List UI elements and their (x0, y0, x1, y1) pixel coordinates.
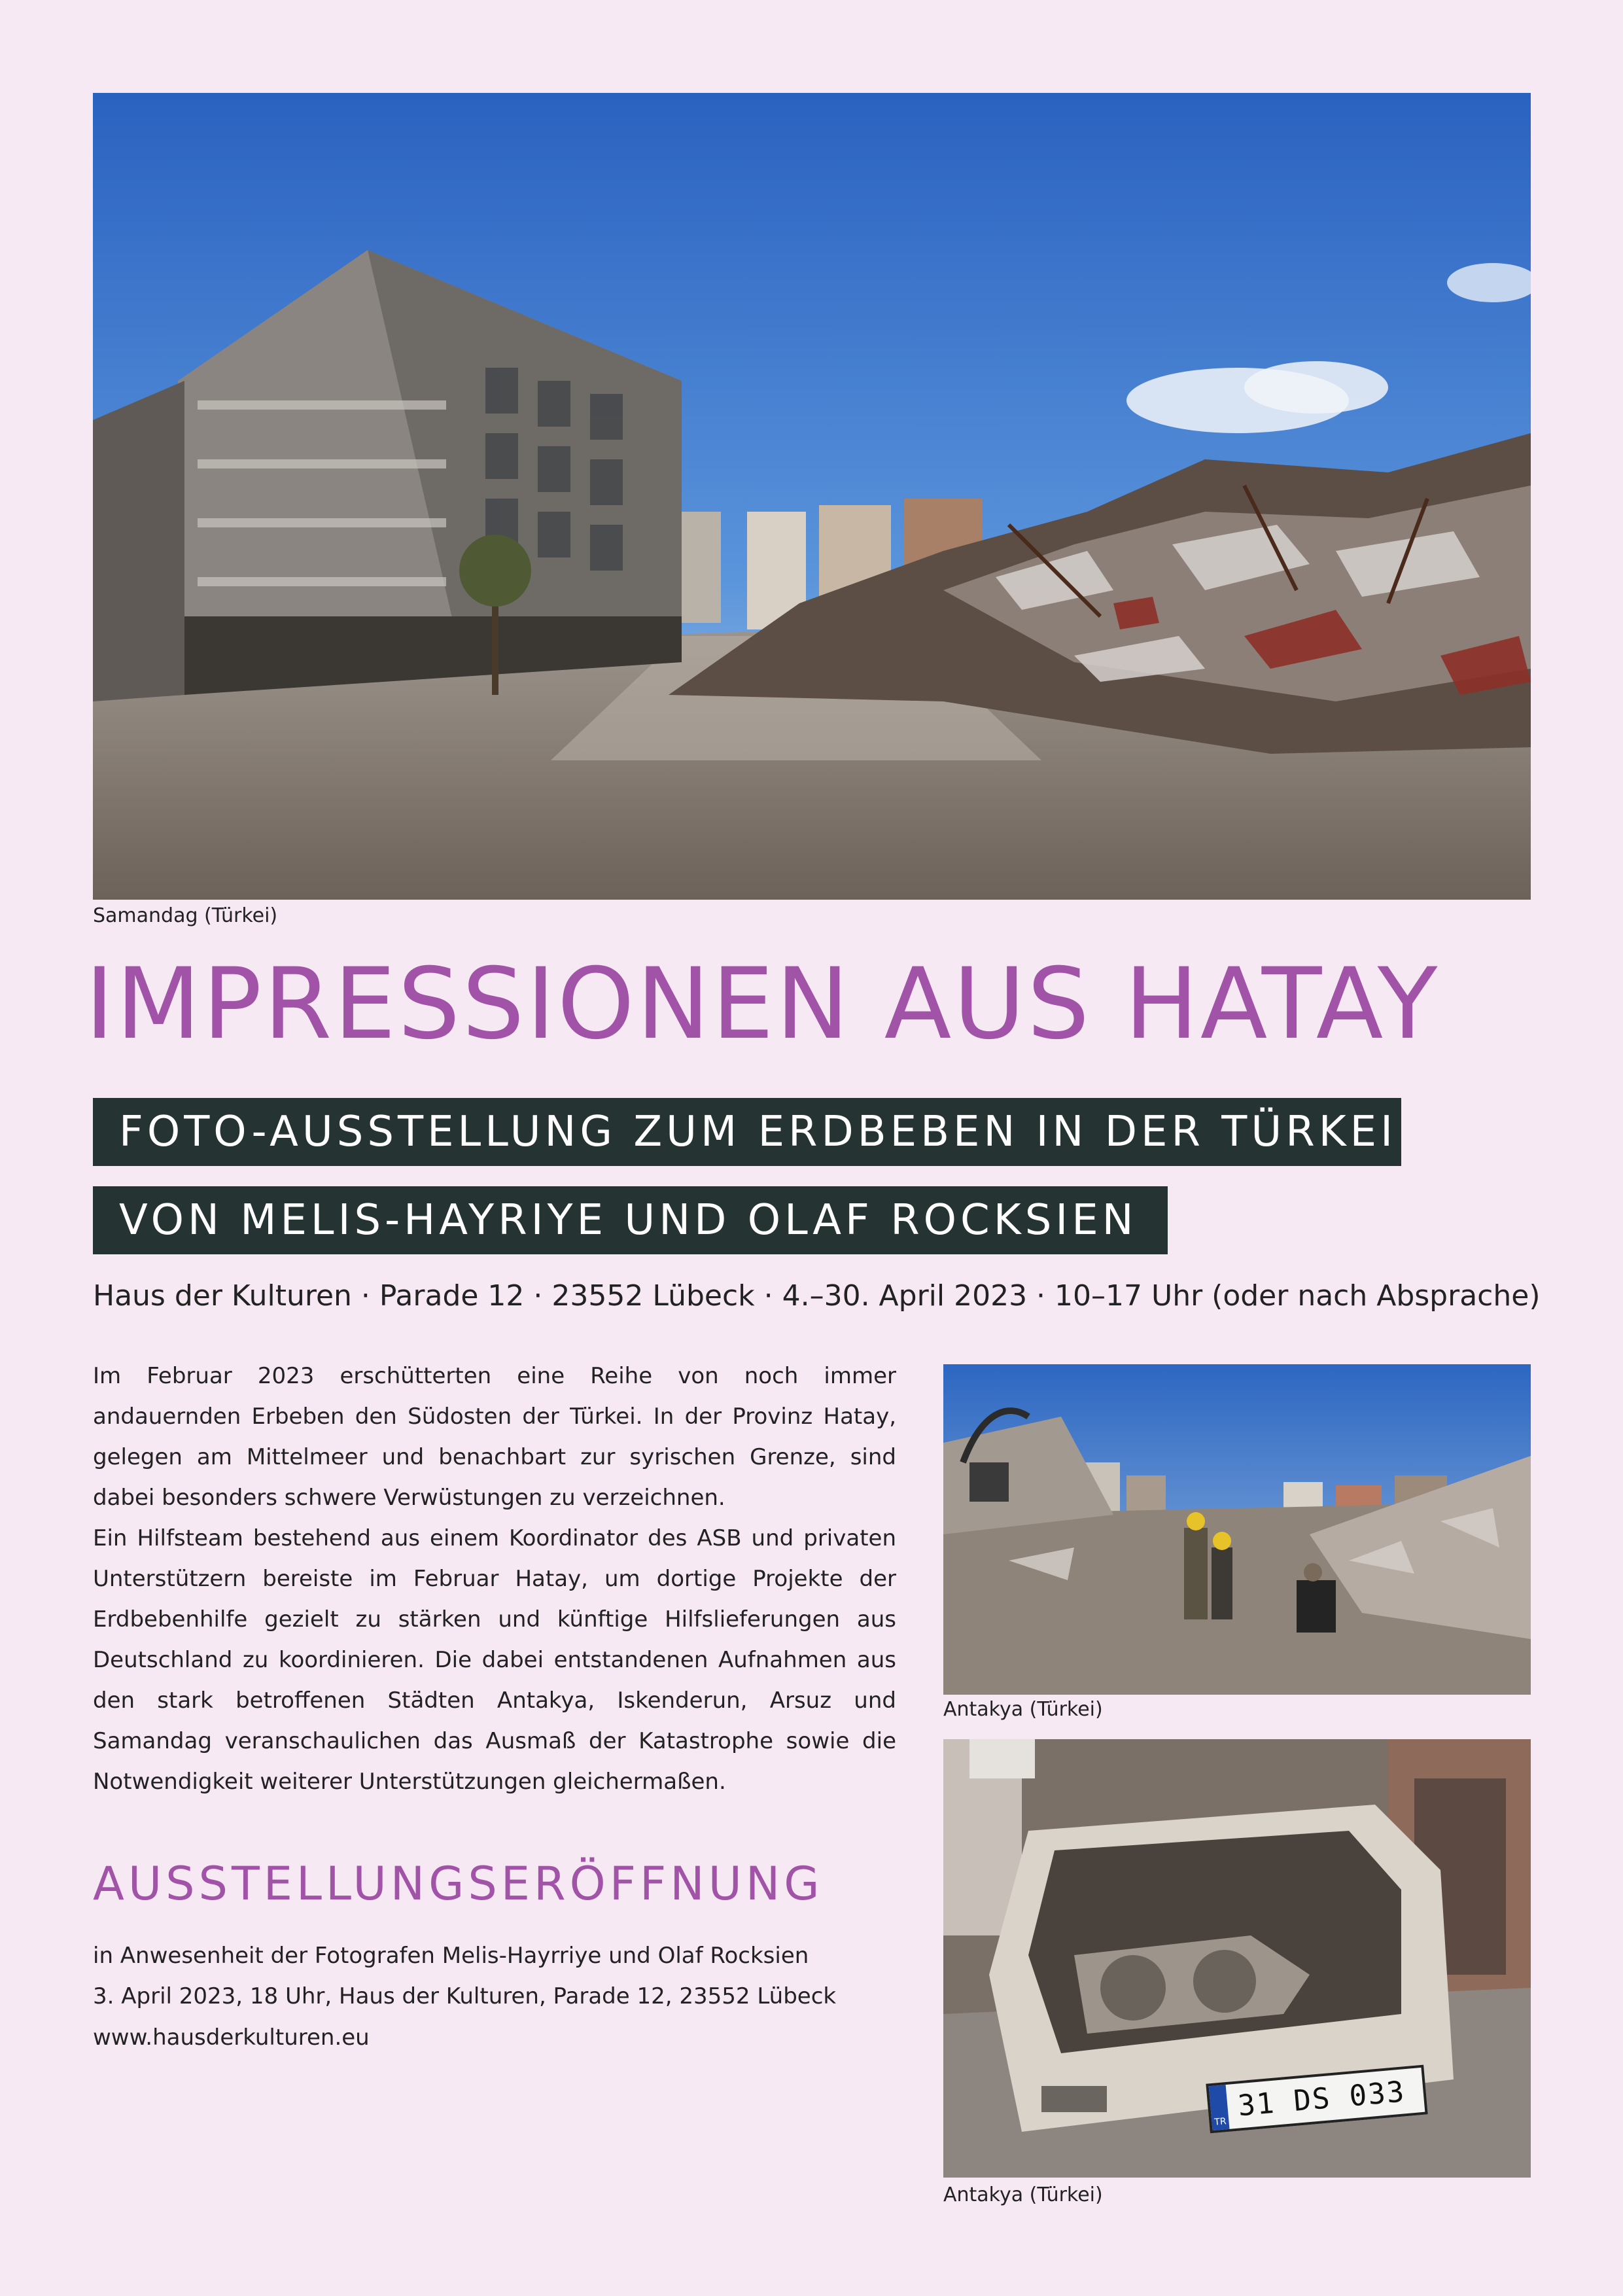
page-title: IMPRESSIONEN AUS HATAY (85, 947, 1440, 1061)
plate-country-code: TR (1209, 2085, 1230, 2130)
hero-photo (93, 93, 1531, 900)
body-paragraph-2: Ein Hilfsteam bestehend aus einem Koordinator des ASB und privaten Unterstützern bereiste im Februar Hatay, um dortige Projekte der Erdbebenhilfe gezielt zu stärken und künftige Hilfslieferungen aus Deutschland zu koordinieren. Die dabei entstandenen Aufnahmen aus den stark betroffenen Städten Antakya, Iskenderun, Arsuz und Samandag veranschaulichen das Ausmaß der Katastrophe sowie die Notwendigkeit weiterer Unterstützungen gleichermaßen. (93, 1525, 896, 1795)
subtitle-band-photographers: VON MELIS-HAYRIYE UND OLAF ROCKSIEN (93, 1186, 1168, 1254)
antakya-rubble-caption: Antakya (Türkei) (943, 1698, 1103, 1721)
antakya-car-caption: Antakya (Türkei) (943, 2183, 1103, 2206)
body-paragraph-1: Im Februar 2023 erschütterten eine Reihe von noch immer andauernden Erbeben den Südosten der Türkei. In der Provinz Hatay, gelegen am Mittelmeer und benachbart zur syrischen Grenze, sind dabei besonders schwere Verwüstungen zu verzeichnen. (93, 1363, 896, 1511)
opening-date-location: 3. April 2023, 18 Uhr, Haus der Kulturen, Parade 12, 23552 Lübeck (93, 1983, 837, 2009)
website-link[interactable]: www.hausderkulturen.eu (93, 2024, 370, 2051)
hero-caption: Samandag (Türkei) (93, 904, 278, 927)
opening-heading: AUSSTELLUNGSERÖFFNUNG (93, 1857, 824, 1911)
hero-photo-illustration (93, 93, 1531, 900)
venue-line: Haus der Kulturen · Parade 12 · 23552 Lübeck · 4.–30. April 2023 · 10–17 Uhr (oder nach Absprache) (93, 1279, 1541, 1313)
opening-attendance: in Anwesenheit der Fotografen Melis-Hayrriye und Olaf Rocksien (93, 1943, 809, 1969)
antakya-rubble-illustration (943, 1364, 1531, 1695)
subtitle-band-exhibition: FOTO-AUSSTELLUNG ZUM ERDBEBEN IN DER TÜRKEI (93, 1098, 1401, 1166)
body-text (93, 1356, 896, 1802)
antakya-rubble-photo (943, 1364, 1531, 1695)
plate-number: 31 DS 033 (1236, 2074, 1407, 2123)
antakya-car-photo (943, 1739, 1531, 2178)
